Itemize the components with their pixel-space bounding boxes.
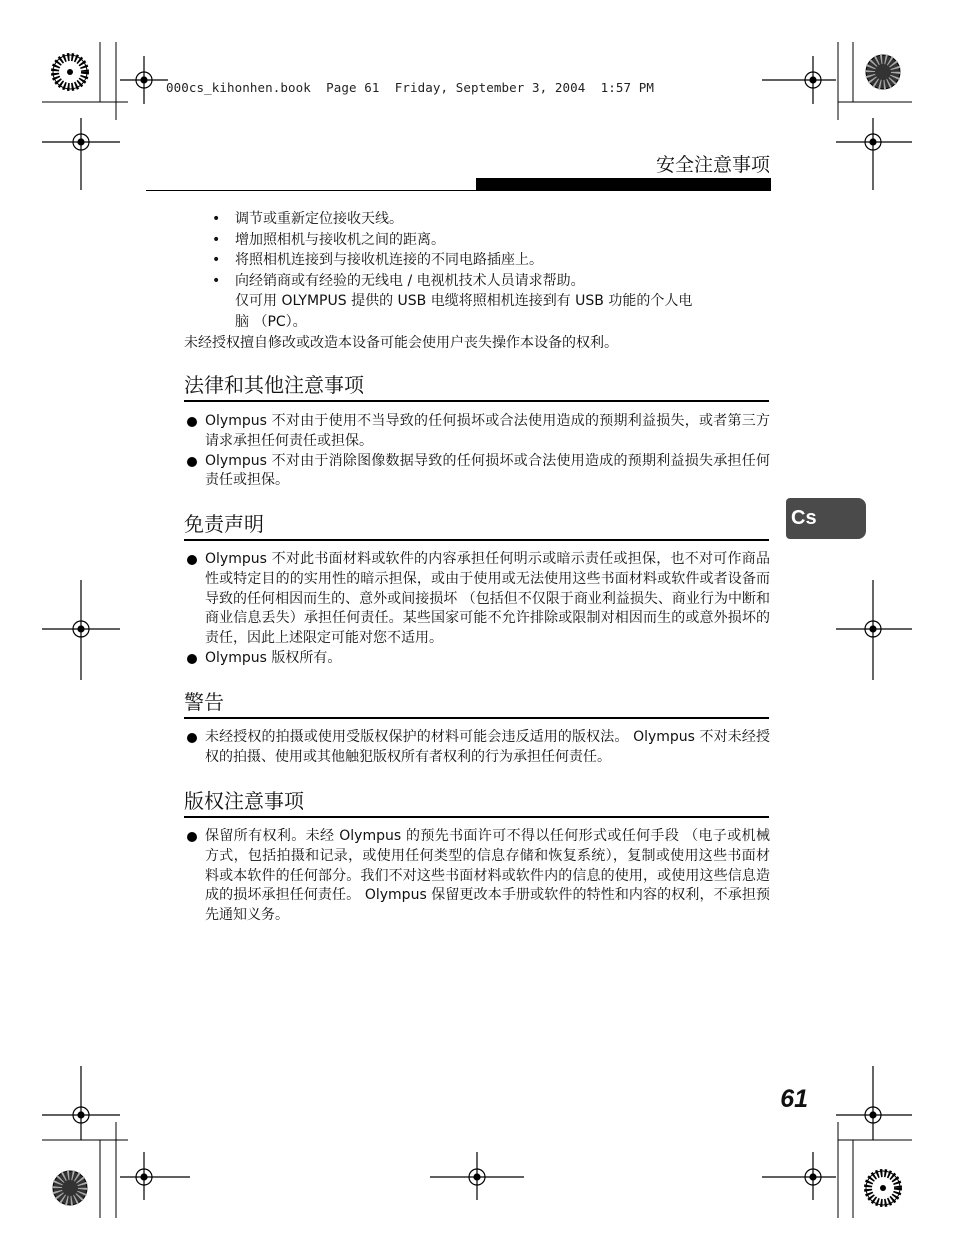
copyright-items xyxy=(186,827,770,926)
bullet-icon: • xyxy=(212,231,221,248)
bullet-icon xyxy=(187,832,197,842)
registration-mark xyxy=(42,580,120,680)
list-item: • 增加照相机与接收机之间的距离。 xyxy=(212,230,772,251)
star-target xyxy=(866,55,900,89)
star-target xyxy=(53,55,87,89)
star-target xyxy=(866,1171,900,1205)
bullet-icon xyxy=(187,555,197,565)
list-item: 保留所有权利。未经 Olympus 的预先书面许可不得以任何形式或任何手段 （电子或机械方式，包括拍摄和记录，或使用任何类型的信息存储和恢复系统），复制或使用这些书面材料或本软件的任何部分。我们不对这些书面材料或软件内的信息的使用，或使用这些信息造成的损坏承担任何责任。 Olympus 保留更改本手册或软件的特性和内容的权利，不承担预先通知义务。 xyxy=(186,827,770,926)
section-heading-disclaimer: 免责声明 xyxy=(184,510,769,541)
list-item: Olympus 不对此书面材料或软件的内容承担任何明示或暗示责任或担保，也不对可作商品性或特定目的的实用性的暗示担保，或由于使用或无法使用这些书面材料或软件或者设备而导致的任何相因而生的、意外或间接损坏 （包括但不仅限于商业利益损失、商业行为中断和商业信息丢失）承担任何责任。某些国家可能不允许排除或限制对相因而生的或意外损坏的责任，因此上述限定可能对您不适用。 xyxy=(186,550,770,649)
registration-mark xyxy=(762,56,836,104)
registration-mark xyxy=(42,1066,120,1140)
bullet-icon: • xyxy=(212,211,221,227)
header-rule xyxy=(146,190,476,191)
registration-mark xyxy=(762,1152,836,1200)
star-target xyxy=(53,1171,87,1205)
header-bar xyxy=(476,178,771,191)
list-item: • 向经销商或有经验的无线电 / 电视机技术人员请求帮助。 xyxy=(212,271,772,292)
usb-note: 脑 （PC）。 xyxy=(235,313,307,330)
legal-items xyxy=(186,412,770,491)
modification-warning: 未经授权擅自修改或改造本设备可能会使用户丧失操作本设备的权利。 xyxy=(184,335,618,351)
registration-mark xyxy=(836,118,912,190)
registration-mark xyxy=(42,118,120,190)
section-heading-warning: 警告 xyxy=(184,688,769,719)
print-header: 000cs_kihonhen.book Page 61 Friday, September 3, 2004 1:57 PM xyxy=(166,80,655,95)
remedy-list xyxy=(212,209,772,332)
registration-mark xyxy=(430,1152,524,1200)
registration-mark xyxy=(120,56,168,104)
disclaimer-items xyxy=(186,550,770,669)
list-item: Olympus 不对由于使用不当导致的任何损坏或合法使用造成的预期利益损失，或者第三方请求承担任何责任或担保。 xyxy=(186,412,770,452)
list-item: Olympus 不对由于消除图像数据导致的任何损坏或合法使用造成的预期利益损失承担任何责任或担保。 xyxy=(186,452,770,492)
bullet-icon xyxy=(187,654,197,664)
usb-note: 仅可用 OLYMPUS 提供的 USB 电缆将照相机连接到有 USB 功能的个人电 xyxy=(235,293,693,309)
list-item: Olympus 版权所有。 xyxy=(186,649,770,669)
registration-mark xyxy=(836,1066,912,1140)
list-item: • 将照相机连接到与接收机连接的不同电路插座上。 xyxy=(212,250,772,271)
warning-items xyxy=(186,728,770,768)
bullet-icon: • xyxy=(212,272,221,289)
bullet-icon: • xyxy=(212,252,221,268)
list-item: • 调节或重新定位接收天线。 xyxy=(212,209,772,230)
section-heading-legal: 法律和其他注意事项 xyxy=(184,371,769,402)
section-heading-copyright: 版权注意事项 xyxy=(184,787,769,818)
registration-mark xyxy=(836,580,912,680)
bullet-icon xyxy=(187,733,197,743)
page-number: 61 xyxy=(780,1085,808,1113)
bullet-icon xyxy=(187,417,197,427)
list-item: 未经授权的拍摄或使用受版权保护的材料可能会违反适用的版权法。 Olympus 不对未经授权的拍摄、使用或其他触犯版权所有者权利的行为承担任何责任。 xyxy=(186,728,770,768)
running-title: 安全注意事项 xyxy=(655,154,770,176)
bullet-icon xyxy=(187,457,197,467)
registration-mark xyxy=(120,1152,190,1200)
language-tab: Cs xyxy=(786,498,866,539)
